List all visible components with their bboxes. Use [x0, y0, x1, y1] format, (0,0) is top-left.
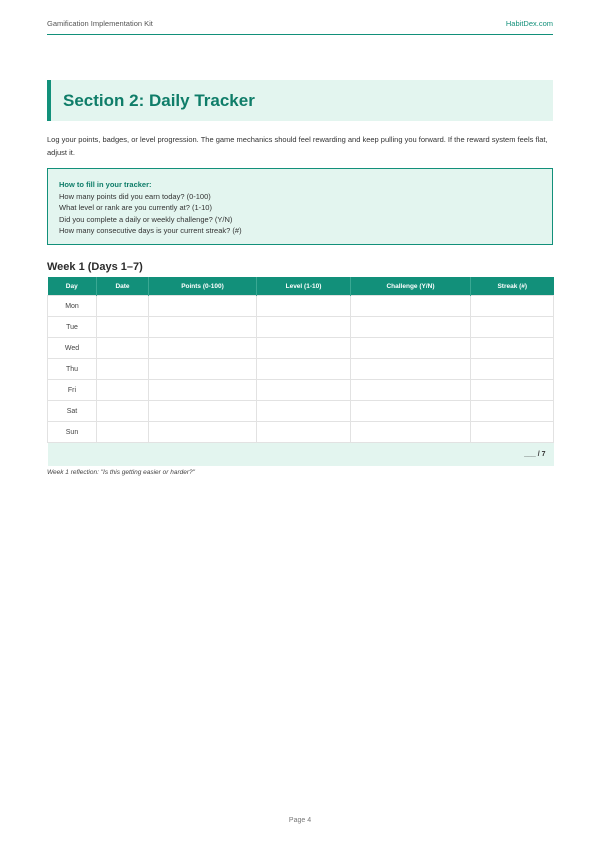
column-header-streak: Streak (#): [471, 277, 554, 296]
level-cell[interactable]: [257, 359, 351, 380]
streak-cell[interactable]: [471, 338, 554, 359]
day-cell: Sat: [48, 401, 97, 422]
streak-cell[interactable]: [471, 401, 554, 422]
table-row: [48, 380, 554, 401]
day-cell: Wed: [48, 338, 97, 359]
challenge-cell[interactable]: [351, 422, 471, 443]
challenge-cell[interactable]: [351, 296, 471, 317]
date-cell[interactable]: [97, 422, 149, 443]
column-header-day: Day: [48, 277, 97, 296]
level-cell[interactable]: [257, 380, 351, 401]
day-cell: Sun: [48, 422, 97, 443]
week-reflection: Week 1 reflection: "Is this getting easier or harder?": [47, 469, 195, 476]
section-title: Section 2: Daily Tracker: [63, 90, 255, 110]
table-row: [48, 317, 554, 338]
table-row: [48, 338, 554, 359]
document-title: Gamification Implementation Kit: [47, 19, 153, 28]
date-cell[interactable]: [97, 338, 149, 359]
table-header-row: [48, 277, 554, 296]
date-cell[interactable]: [97, 296, 149, 317]
day-cell: Fri: [48, 380, 97, 401]
day-cell: Tue: [48, 317, 97, 338]
total-row: [48, 443, 554, 467]
streak-cell[interactable]: [471, 317, 554, 338]
challenge-cell[interactable]: [351, 401, 471, 422]
table-row: [48, 359, 554, 380]
date-cell[interactable]: [97, 359, 149, 380]
level-cell[interactable]: [257, 338, 351, 359]
day-cell: Mon: [48, 296, 97, 317]
points-cell[interactable]: [149, 296, 257, 317]
table-row: [48, 296, 554, 317]
site-link[interactable]: HabitDex.com: [505, 19, 553, 28]
streak-cell[interactable]: [471, 296, 554, 317]
tracker-table: [47, 277, 554, 466]
table-row: [48, 422, 554, 443]
howto-line: What level or rank are you currently at? (1-10): [59, 203, 212, 212]
points-cell[interactable]: [149, 338, 257, 359]
level-cell[interactable]: [257, 401, 351, 422]
weekly-total[interactable]: ___ / 7: [48, 443, 554, 467]
challenge-cell[interactable]: [351, 359, 471, 380]
points-cell[interactable]: [149, 317, 257, 338]
challenge-cell[interactable]: [351, 317, 471, 338]
howto-line: How many points did you earn today? (0-100): [59, 191, 211, 201]
column-header-points: Points (0-100): [149, 277, 257, 296]
level-cell[interactable]: [257, 317, 351, 338]
howto-line: Did you complete a daily or weekly challenge? (Y/N): [59, 214, 233, 224]
section-intro: Log your points, badges, or level progression. The game mechanics should feel rewarding and keep pulling you forward. If the reward system feels flat, adjust it.: [47, 135, 548, 157]
date-cell[interactable]: [97, 380, 149, 401]
howto-line: How many consecutive days is your current streak? (#): [59, 226, 242, 235]
page-number: Page 4: [288, 817, 312, 824]
column-header-challenge: Challenge (Y/N): [351, 277, 471, 296]
challenge-cell[interactable]: [351, 380, 471, 401]
week-title: Week 1 (Days 1–7): [47, 261, 143, 273]
streak-cell[interactable]: [471, 380, 554, 401]
table-row: [48, 401, 554, 422]
level-cell[interactable]: [257, 422, 351, 443]
date-cell[interactable]: [97, 317, 149, 338]
date-cell[interactable]: [97, 401, 149, 422]
points-cell[interactable]: [149, 422, 257, 443]
points-cell[interactable]: [149, 380, 257, 401]
page-header: [47, 19, 553, 35]
level-cell[interactable]: [257, 296, 351, 317]
section-banner: [47, 80, 553, 121]
howto-box: [47, 168, 553, 245]
column-header-level: Level (1-10): [257, 277, 351, 296]
day-cell: Thu: [48, 359, 97, 380]
streak-cell[interactable]: [471, 422, 554, 443]
streak-cell[interactable]: [471, 359, 554, 380]
points-cell[interactable]: [149, 401, 257, 422]
challenge-cell[interactable]: [351, 338, 471, 359]
howto-title: How to fill in your tracker:: [59, 180, 152, 189]
column-header-date: Date: [97, 277, 149, 296]
points-cell[interactable]: [149, 359, 257, 380]
